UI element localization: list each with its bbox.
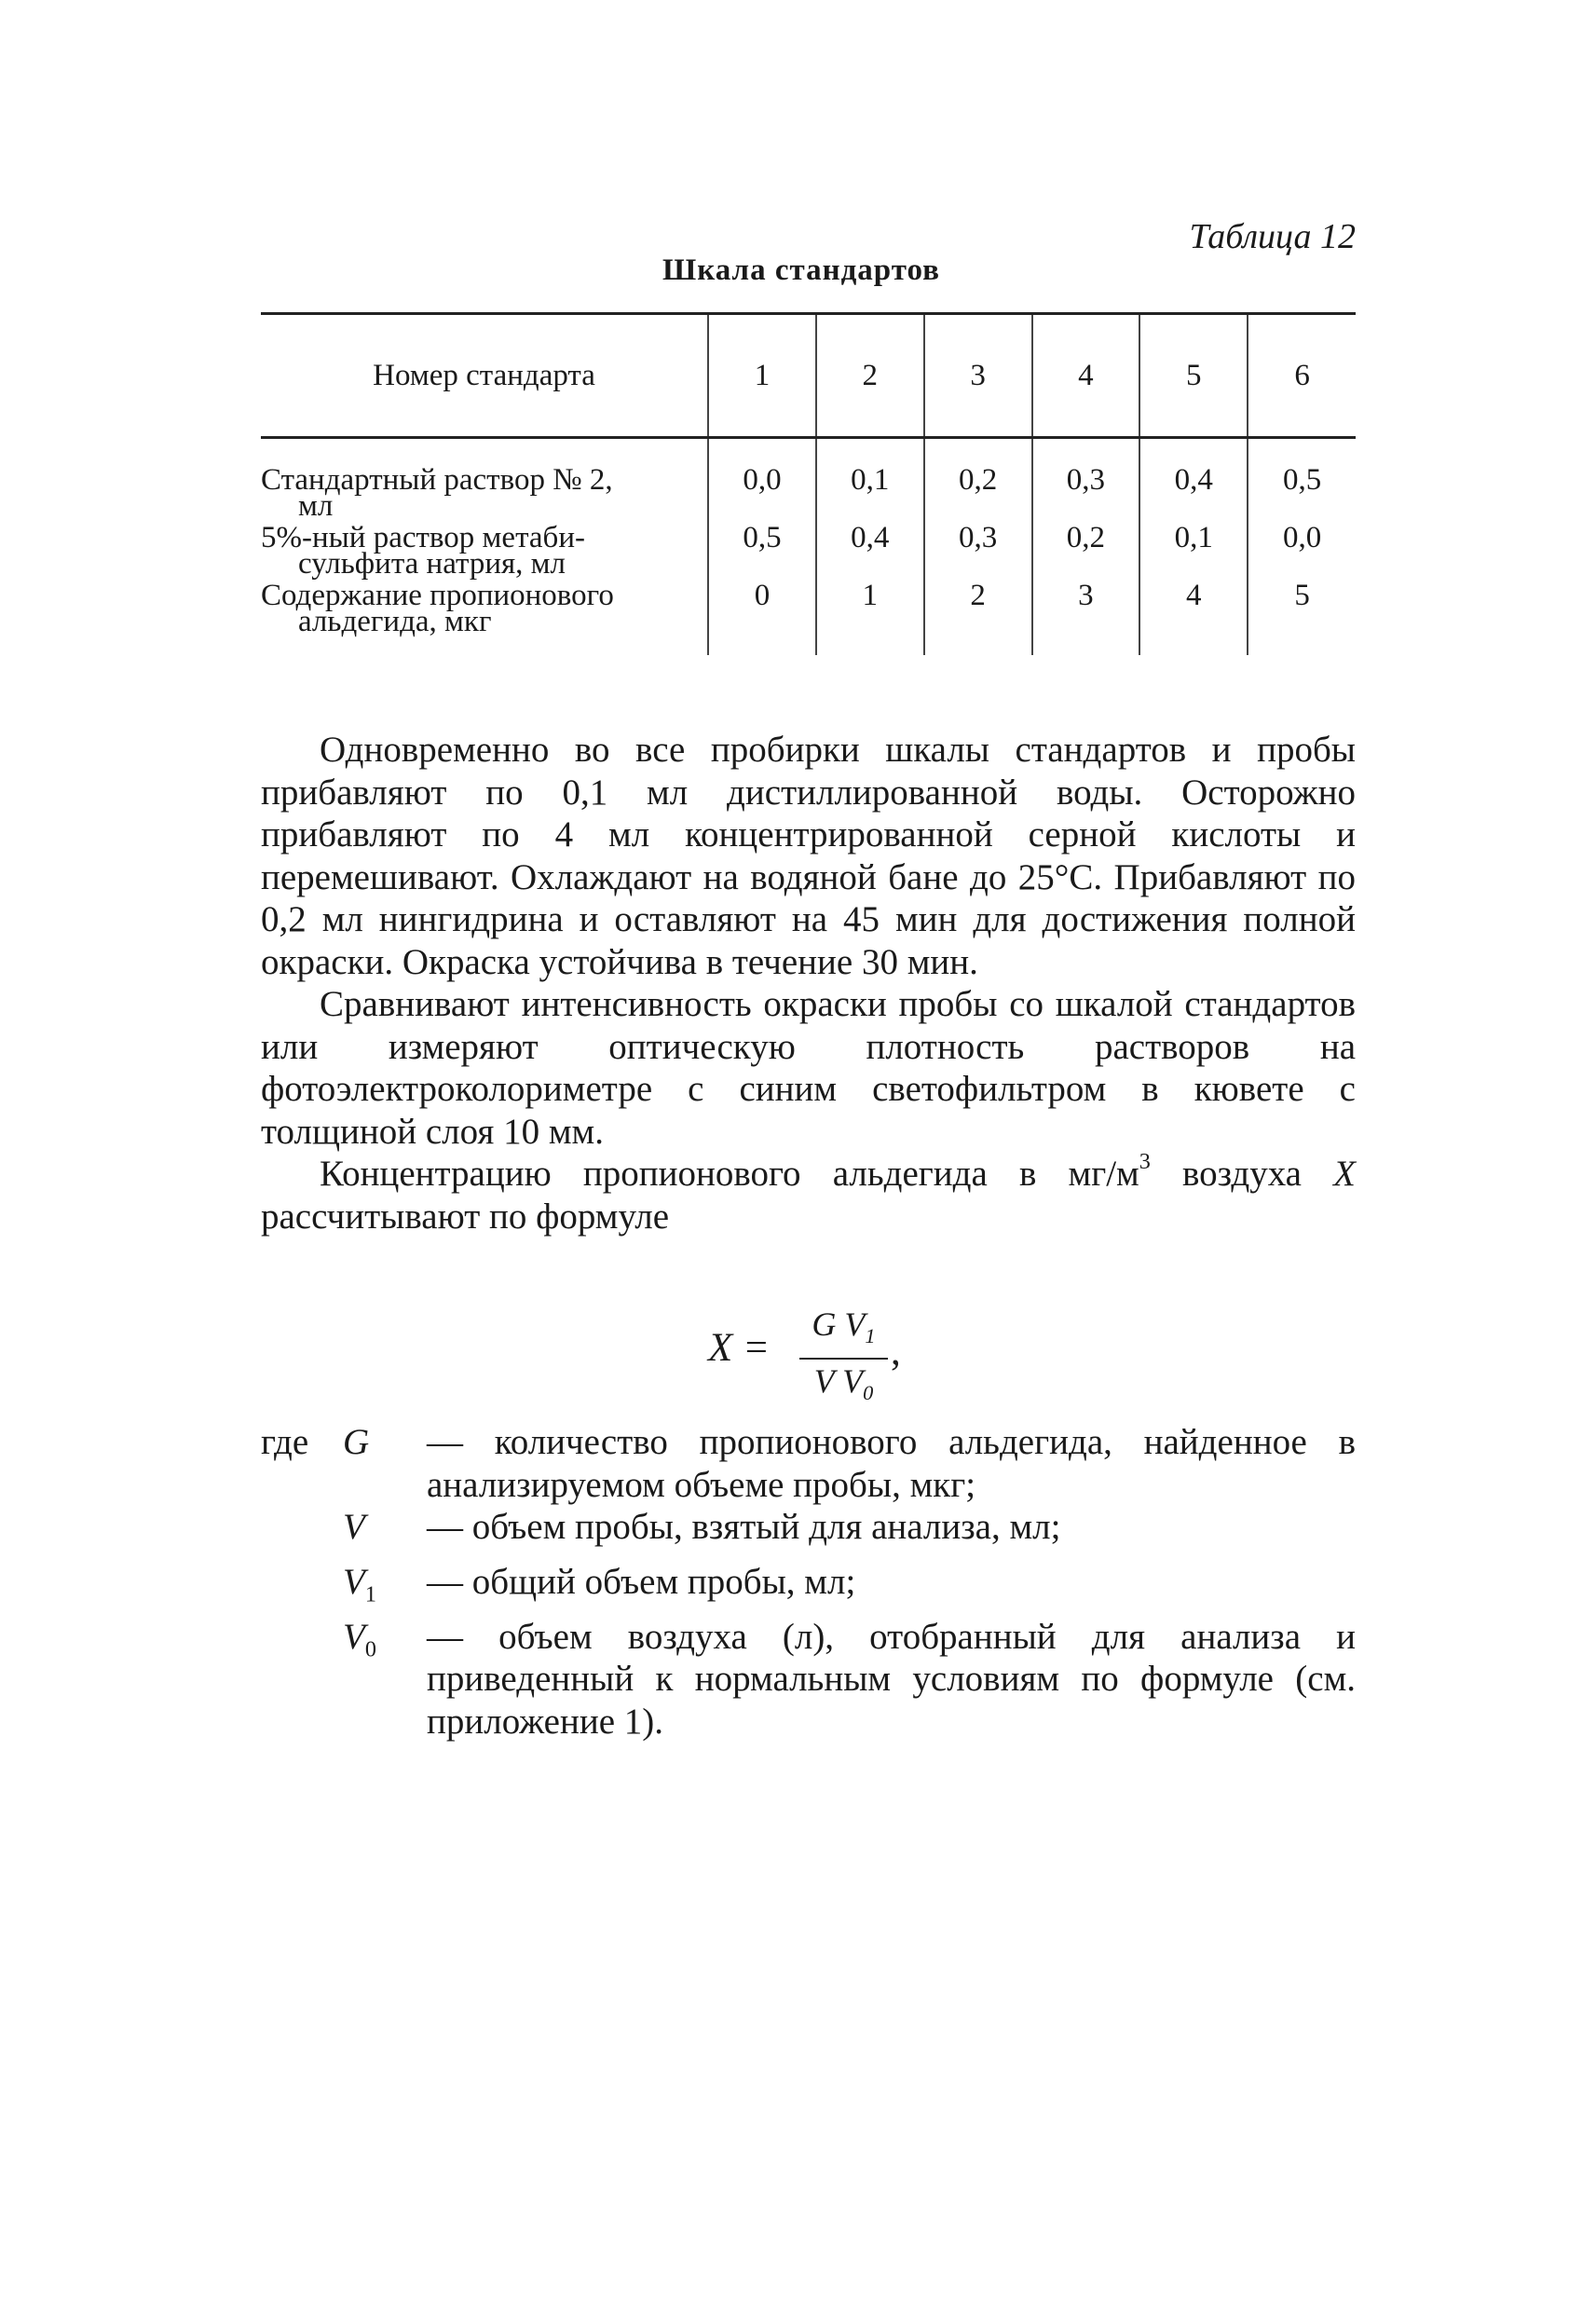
definition-text <box>427 1421 1356 1506</box>
table-header-row <box>261 314 1356 438</box>
superscript: 3 <box>1139 1148 1151 1174</box>
variable-x: X <box>1333 1154 1356 1194</box>
table-row <box>261 438 1356 520</box>
definition-symbol <box>343 1616 427 1744</box>
definition-dash: — <box>427 1616 463 1657</box>
paragraph-text: воздуха <box>1150 1154 1334 1194</box>
formula-numerator <box>799 1305 888 1356</box>
definition-dash: — <box>427 1507 463 1547</box>
table-cell: 0,1 <box>816 438 924 520</box>
formula-comma: , <box>891 1330 901 1374</box>
header-number-cell: 2 <box>816 314 924 438</box>
definition-symbol <box>343 1506 427 1561</box>
table-number-label: Таблица 12 <box>1189 217 1356 256</box>
body-text <box>261 729 1356 1238</box>
lead-spacer <box>261 1616 343 1744</box>
definition-text <box>427 1506 1356 1561</box>
table-cell: 0,4 <box>1139 438 1248 520</box>
paragraph-procedure: Одновременно во все пробирки шкалы стандартов и пробы прибавляют по 0,1 мл дистиллированной воды. Осторожно прибавляют по 4 мл концентрированной серной кислоты и перемешивают. Охлаждают на водяной бане до 25°С. Прибавляют по 0,2 мл нингидрина и оставляют на 45 мин для достижения полной окраски. Окраска устойчива в течение 30 мин. <box>261 730 1356 982</box>
table-cell: 0,2 <box>1032 519 1140 577</box>
row-label-line: альдегида, мкг <box>298 605 492 638</box>
definition-body: общий объем пробы, мл; <box>471 1561 856 1602</box>
symbol-subscript: 0 <box>364 1636 376 1662</box>
symbol-subscript: 1 <box>364 1581 376 1607</box>
symbol-letter: V <box>343 1507 365 1547</box>
definition-text <box>427 1616 1356 1744</box>
table-cell: 1 <box>816 577 924 655</box>
definition-symbol <box>343 1561 427 1616</box>
header-number-cell: 3 <box>924 314 1032 438</box>
standards-scale-table <box>261 312 1356 655</box>
formula-lhs: X = <box>708 1326 771 1370</box>
formula-denominator <box>799 1361 888 1413</box>
row-label <box>261 438 708 523</box>
definition-item <box>261 1616 1356 1744</box>
table-cell: 0,4 <box>816 519 924 577</box>
variable-definitions <box>261 1421 1356 1743</box>
symbol-letter: V <box>343 1561 365 1602</box>
concentration-formula <box>708 1305 950 1404</box>
table-row <box>261 519 1356 577</box>
formula-fraction <box>799 1305 888 1413</box>
definition-dash: — <box>427 1422 463 1462</box>
numerator-subscript: 1 <box>865 1323 876 1347</box>
fraction-bar <box>799 1358 888 1360</box>
definition-item <box>261 1421 1356 1506</box>
header-number-cell: 5 <box>1139 314 1248 438</box>
table-cell: 0,3 <box>1032 438 1140 520</box>
denominator-subscript: 0 <box>863 1380 874 1404</box>
definitions-lead: где <box>261 1422 309 1462</box>
paragraph-text: рассчитывают по формуле <box>261 1196 670 1237</box>
row-label-line: 5%-ный раствор метаби- <box>261 521 585 554</box>
table-cell: 0,2 <box>924 438 1032 520</box>
definition-body: объем пробы, взятый для анализа, мл; <box>471 1507 1061 1547</box>
row-label-line: мл <box>298 489 334 523</box>
paragraph-text: Концентрацию пропионового альдегида в мг/м <box>320 1154 1139 1194</box>
denominator-text: V V <box>813 1361 864 1400</box>
row-label <box>261 577 708 655</box>
symbol-letter: V <box>343 1616 365 1657</box>
definition-text <box>427 1561 1356 1616</box>
table-title: Шкала стандартов <box>662 253 940 287</box>
table-cell: 3 <box>1032 577 1140 655</box>
header-number-cell: 6 <box>1248 314 1356 438</box>
row-label <box>261 519 708 581</box>
table-cell: 0,0 <box>1248 519 1356 577</box>
header-number-cell: 4 <box>1032 314 1140 438</box>
table-cell: 2 <box>924 577 1032 655</box>
lead-spacer <box>261 1506 343 1561</box>
header-standard-number: Номер стандарта <box>373 358 595 392</box>
table-cell: 0,3 <box>924 519 1032 577</box>
table-cell: 0,1 <box>1139 519 1248 577</box>
definition-body: объем воздуха (л), отобранный для анализа и приведенный к нормальным условиям по формуле (см. приложение 1). <box>427 1616 1357 1742</box>
definition-dash: — <box>427 1561 463 1602</box>
table-cell: 4 <box>1139 577 1248 655</box>
row-label-line: сульфита натрия, мл <box>298 547 566 581</box>
table-cell: 0,5 <box>1248 438 1356 520</box>
header-number-cell: 1 <box>708 314 816 438</box>
table-cell: 0,5 <box>708 519 816 577</box>
row-label-line: Содержание пропионового <box>261 579 614 612</box>
numerator-text: G V <box>812 1306 866 1343</box>
definition-body: количество пропионового альдегида, найденное в анализируемом объеме пробы, мкг; <box>427 1422 1357 1505</box>
lead-spacer <box>261 1561 343 1616</box>
paragraph-comparison: Сравнивают интенсивность окраски пробы со шкалой стандартов или измеряют оптическую плотность растворов на фотоэлектроколориметре с синим светофильтром в кювете с толщиной слоя 10 мм. <box>261 984 1356 1152</box>
table-cell: 0,0 <box>708 438 816 520</box>
definition-item <box>261 1506 1356 1561</box>
definition-symbol <box>343 1421 427 1506</box>
definition-item <box>261 1561 1356 1616</box>
table-cell: 5 <box>1248 577 1356 655</box>
table-row <box>261 577 1356 655</box>
paragraph-concentration <box>261 1148 1356 1238</box>
table-cell: 0 <box>708 577 816 655</box>
symbol-letter: G <box>343 1422 370 1462</box>
row-label-line: Стандартный раствор № 2, <box>261 463 613 497</box>
